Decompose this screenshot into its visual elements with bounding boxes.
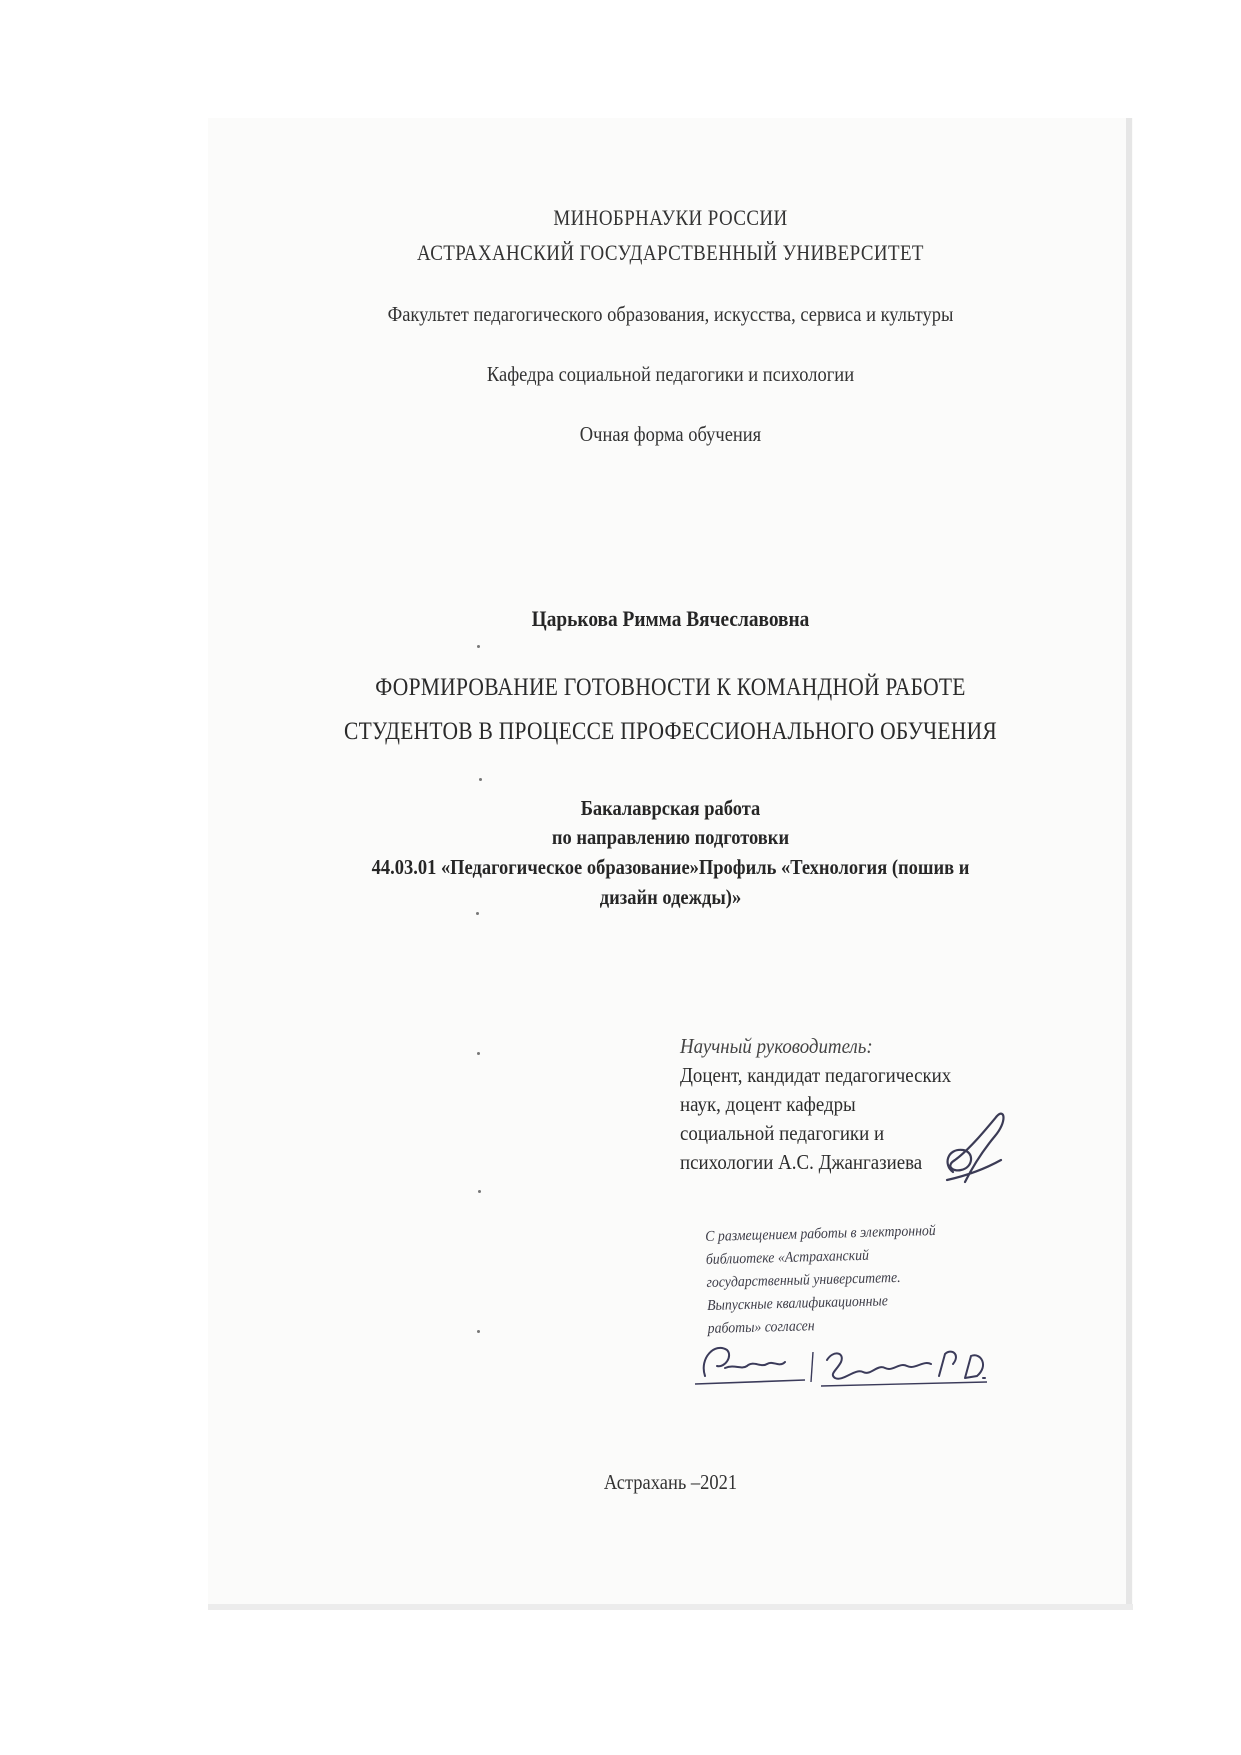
supervisor-block [680, 1032, 968, 1177]
scan-right-edge [1126, 118, 1132, 1610]
consent-line-1: С размещением работы в электронной [705, 1222, 936, 1245]
consent-statement [705, 1219, 970, 1341]
consent-line-4: Выпускные квалификационные [706, 1293, 889, 1314]
ministry-heading: МИНОБРНАУКИ РОССИИ [553, 205, 788, 230]
department-line: Кафедра социальной педагогики и психологии [486, 362, 855, 386]
consent-line-5: работы» согласен [707, 1318, 815, 1337]
supervisor-role: Научный руководитель: [680, 1034, 873, 1058]
work-type: Бакалаврская работа [580, 796, 761, 820]
supervisor-signature [935, 1110, 1010, 1190]
consent-line-3: государственный университете. [706, 1269, 901, 1291]
study-form-line: Очная форма обучения [579, 422, 762, 446]
direction-line-1: 44.03.01 «Педагогическое образование»Профиль «Технология (пошив и [371, 855, 970, 879]
scan-speck [477, 1330, 480, 1333]
supervisor-line-2: наук, доцент кафедры [680, 1092, 856, 1116]
scan-speck [477, 1052, 480, 1055]
direction-label: по направлению подготовки [551, 825, 790, 849]
scan-speck [478, 1190, 481, 1193]
faculty-line: Факультет педагогического образования, искусства, сервиса и культуры [387, 302, 954, 326]
scan-speck [476, 912, 479, 915]
scan-speck [477, 645, 480, 648]
scan-bottom-edge [208, 1604, 1133, 1610]
supervisor-line-3: социальной педагогики и [680, 1121, 885, 1145]
supervisor-line-4: психологии А.С. Джангазиева [680, 1150, 923, 1174]
thesis-title-line-1: ФОРМИРОВАНИЕ ГОТОВНОСТИ К КОМАНДНОЙ РАБОТЕ [375, 674, 966, 701]
university-heading: АСТРАХАНСКИЙ ГОСУДАРСТВЕННЫЙ УНИВЕРСИТЕТ [417, 240, 924, 265]
supervisor-line-1: Доцент, кандидат педагогических [680, 1063, 952, 1087]
direction-line-2: дизайн одежды)» [599, 885, 742, 909]
author-name: Царькова Римма Вячеславовна [531, 606, 810, 631]
thesis-title-line-2: СТУДЕНТОВ В ПРОЦЕССЕ ПРОФЕССИОНАЛЬНОГО ОБУЧЕНИЯ [344, 718, 997, 745]
scan-speck [479, 778, 482, 781]
city-year: Астрахань –2021 [603, 1470, 738, 1494]
consent-line-2: библиотеке «Астраханский [705, 1247, 870, 1268]
student-signature [695, 1338, 995, 1398]
